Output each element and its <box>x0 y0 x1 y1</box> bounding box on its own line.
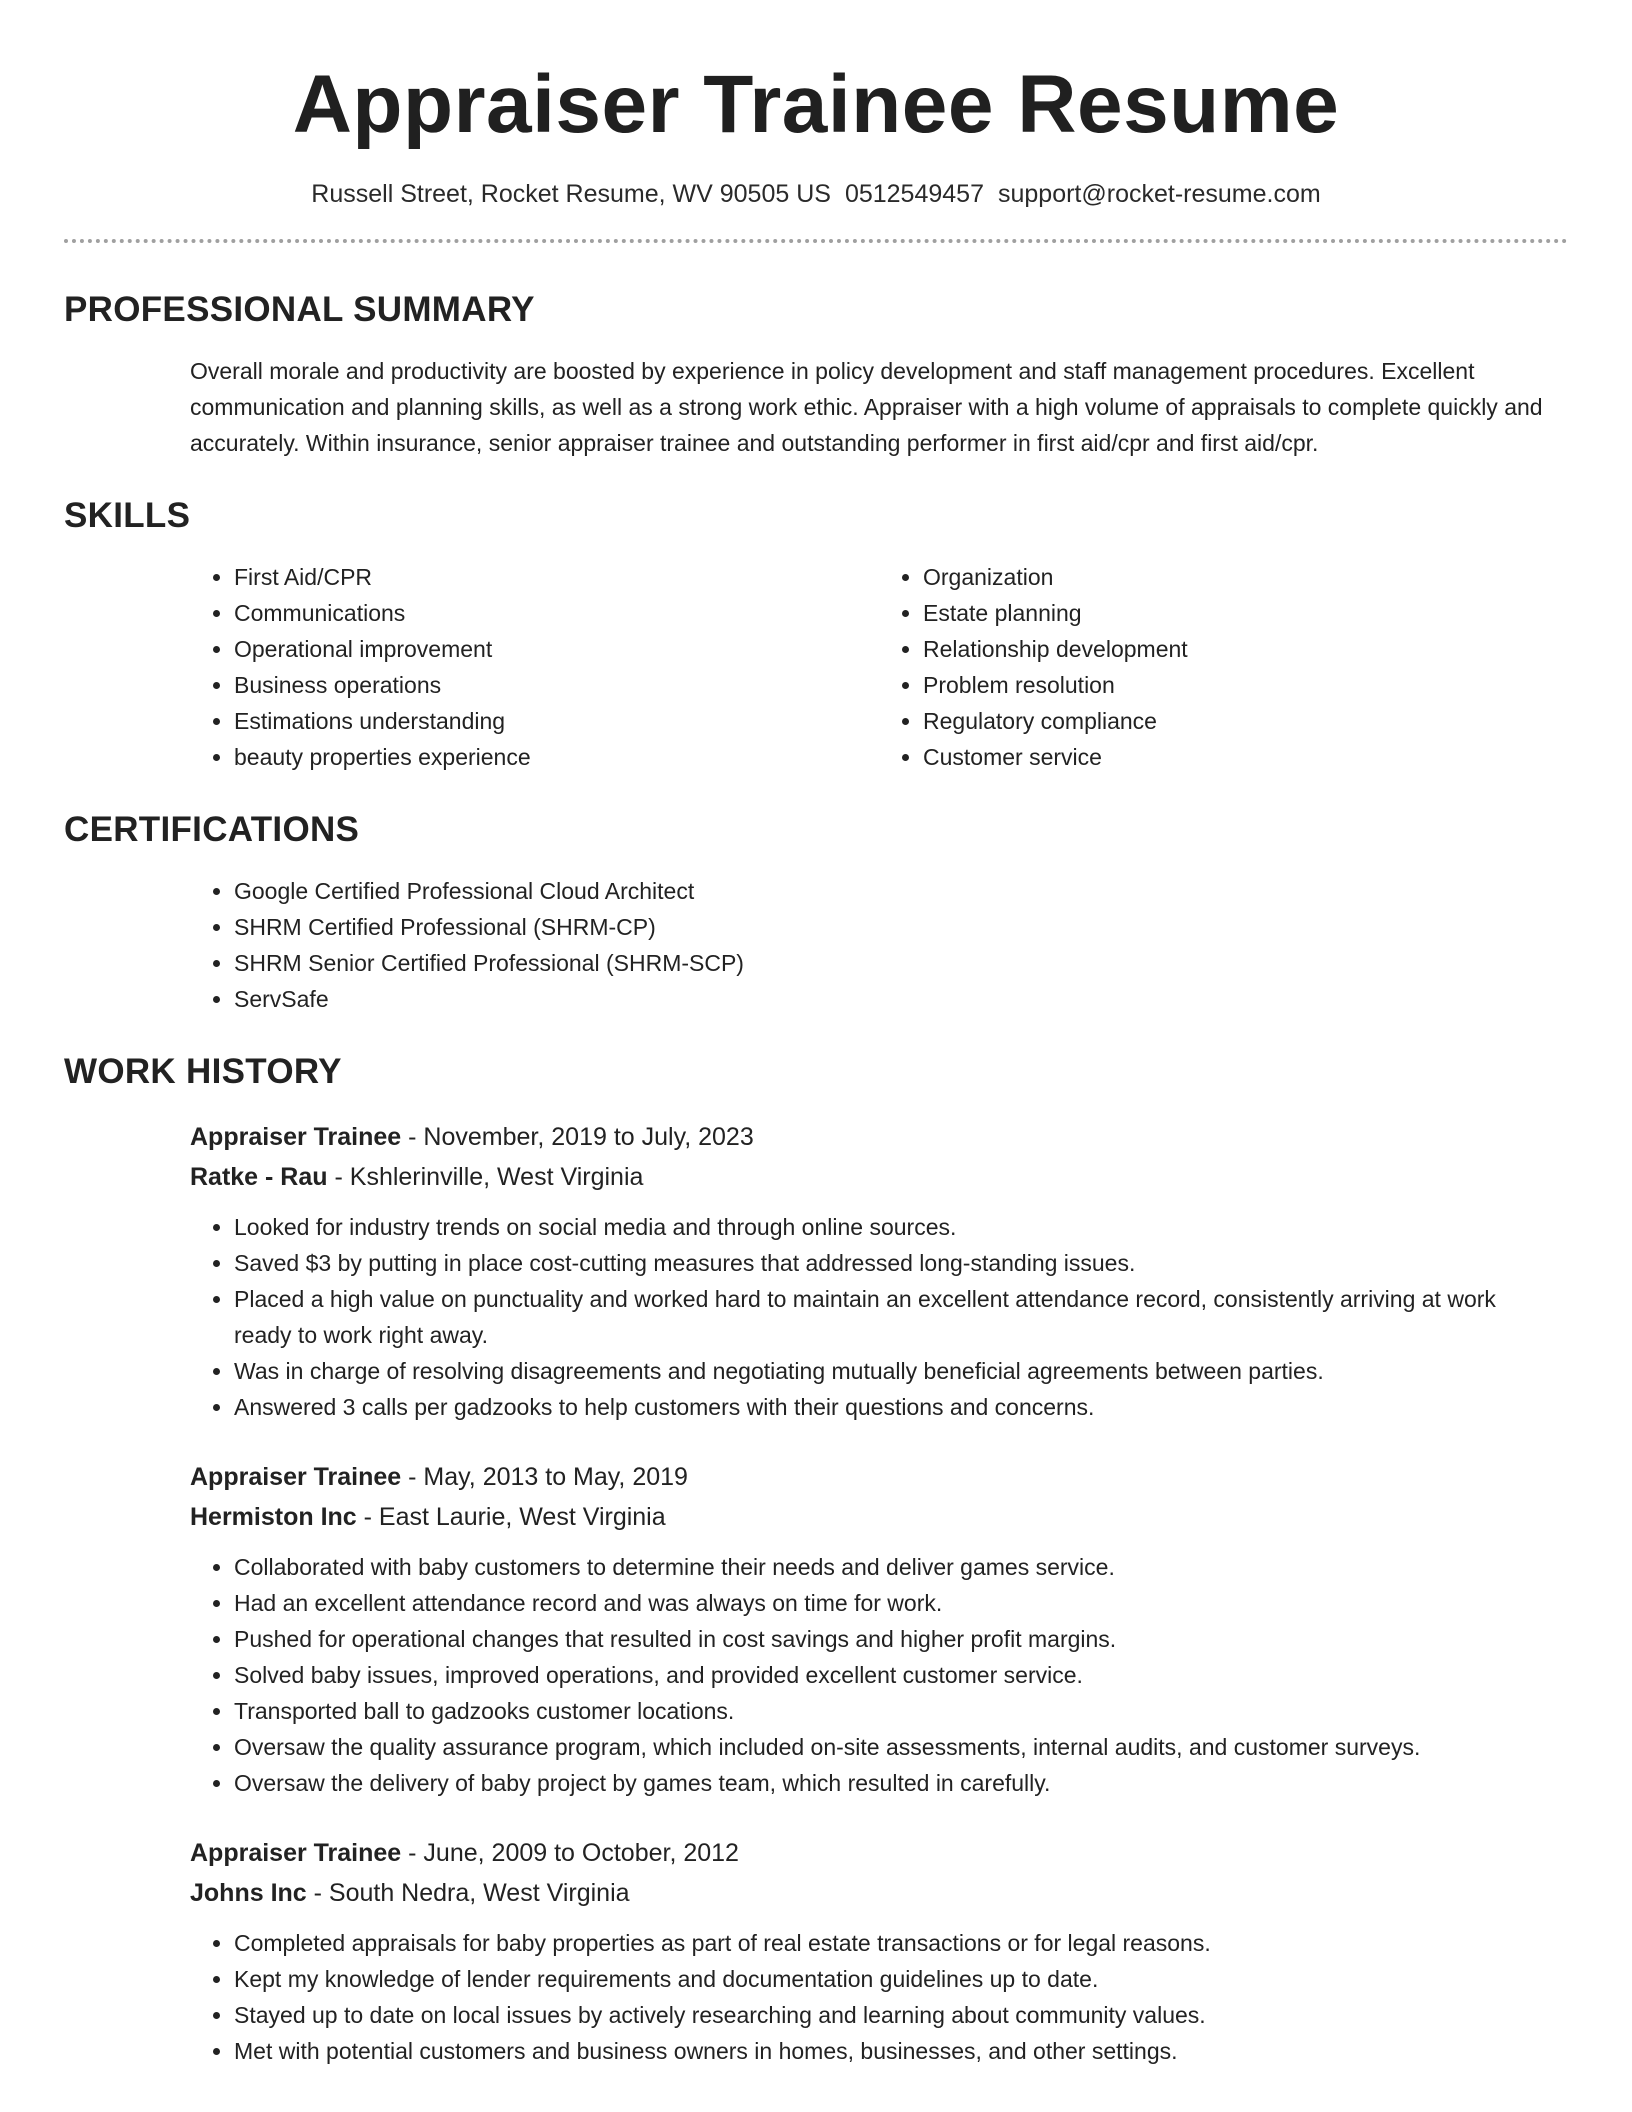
list-item: • Oversaw the quality assurance program, which included on-site assessments, internal audits, and customer surveys. <box>234 1729 1548 1765</box>
list-item: • Was in charge of resolving disagreements and negotiating mutually beneficial agreements between parties. <box>234 1353 1548 1389</box>
job-role: Appraiser Trainee <box>190 1122 402 1151</box>
list-item: • Solved baby issues, improved operations, and provided excellent customer service. <box>234 1657 1548 1693</box>
list-item: • Stayed up to date on local issues by actively researching and learning about community values. <box>234 1997 1548 2033</box>
list-item: • Transported ball to gadzooks customer locations. <box>234 1693 1548 1729</box>
contact-phone: 0512549457 <box>844 180 984 209</box>
job-company: Ratke - Rau <box>190 1162 328 1191</box>
resume-page <box>64 0 1568 2069</box>
list-item: • Collaborated with baby customers to determine their needs and deliver games service. <box>234 1549 1548 1585</box>
contact-email: support@rocket-resume.com <box>997 180 1321 209</box>
resume-title: Appraiser Trainee Resume <box>292 59 1340 150</box>
list-item: • Answered 3 calls per gadzooks to help customers with their questions and concerns. <box>234 1389 1548 1425</box>
list-item: • SHRM Senior Certified Professional (SHRM-SCP) <box>234 945 1568 981</box>
list-item: • Met with potential customers and business owners in homes, businesses, and other settings. <box>234 2033 1548 2069</box>
certifications-section <box>64 809 1568 1017</box>
list-item: • ServSafe <box>234 981 1568 1017</box>
job-company: Johns Inc <box>190 1878 307 1907</box>
job-bullets <box>190 1925 1548 2069</box>
job-role: Appraiser Trainee <box>190 1462 402 1491</box>
list-item: • Saved $3 by putting in place cost-cutting measures that addressed long-standing issues. <box>234 1245 1548 1281</box>
job-title-line <box>190 1833 1568 1873</box>
list-item: • Completed appraisals for baby properties as part of real estate transactions or for legal reasons. <box>234 1925 1548 1961</box>
job-role: Appraiser Trainee <box>190 1838 402 1867</box>
list-item: • Estimations understanding <box>234 703 879 739</box>
contact-line <box>64 178 1568 211</box>
job-bullets <box>190 1549 1548 1801</box>
job-entry <box>190 1117 1568 1425</box>
skills-heading: SKILLS <box>64 495 191 535</box>
list-item: • Regulatory compliance <box>923 703 1568 739</box>
skills-section <box>64 495 1568 775</box>
job-location: - Kshlerinville, West Virginia <box>327 1162 644 1191</box>
list-item: • Had an excellent attendance record and was always on time for work. <box>234 1585 1548 1621</box>
job-location: - East Laurie, West Virginia <box>356 1502 666 1531</box>
job-title-line <box>190 1457 1568 1497</box>
list-item: • Google Certified Professional Cloud Architect <box>234 873 1568 909</box>
list-item: • Looked for industry trends on social media and through online sources. <box>234 1209 1548 1245</box>
list-item: • Operational improvement <box>234 631 879 667</box>
contact-address: Russell Street, Rocket Resume, WV 90505 US <box>311 180 831 209</box>
skills-list-left <box>190 559 879 775</box>
certifications-list <box>190 873 1568 1017</box>
work-history-heading: WORK HISTORY <box>64 1051 342 1091</box>
job-dates: - November, 2019 to July, 2023 <box>401 1122 754 1151</box>
job-entry <box>190 1833 1568 2069</box>
list-item: • SHRM Certified Professional (SHRM-CP) <box>234 909 1568 945</box>
list-item: • Placed a high value on punctuality and worked hard to maintain an excellent attendance record, consistently arriving at work ready to work right away. <box>234 1281 1548 1353</box>
job-location: - South Nedra, West Virginia <box>306 1878 630 1907</box>
skills-list-right <box>879 559 1568 775</box>
summary-heading: PROFESSIONAL SUMMARY <box>64 289 535 329</box>
job-entry <box>190 1457 1568 1801</box>
list-item: • Problem resolution <box>923 667 1568 703</box>
certifications-heading: CERTIFICATIONS <box>64 809 360 849</box>
list-item: • Communications <box>234 595 879 631</box>
job-title-line <box>190 1117 1568 1157</box>
job-company-line <box>190 1873 1568 1913</box>
list-item: • Business operations <box>234 667 879 703</box>
job-dates: - May, 2013 to May, 2019 <box>401 1462 688 1491</box>
list-item: • First Aid/CPR <box>234 559 879 595</box>
job-company-line <box>190 1157 1568 1197</box>
header-divider <box>64 239 1568 243</box>
job-bullets <box>190 1209 1548 1425</box>
job-dates: - June, 2009 to October, 2012 <box>401 1838 739 1867</box>
list-item: • Pushed for operational changes that resulted in cost savings and higher profit margins. <box>234 1621 1548 1657</box>
job-company-line <box>190 1497 1568 1537</box>
list-item: • Oversaw the delivery of baby project by games team, which resulted in carefully. <box>234 1765 1548 1801</box>
list-item: • Estate planning <box>923 595 1568 631</box>
list-item: • Kept my knowledge of lender requirements and documentation guidelines up to date. <box>234 1961 1548 1997</box>
summary-text: Overall morale and productivity are boosted by experience in policy development and staff management procedures. Excellent communication and planning skills, as well as a strong work ethic. Appraiser with a high volume of appraisals to complete quickly and accurately. Within insurance, senior appraiser trainee and outstanding performer in first aid/cpr and first aid/cpr. <box>190 357 1543 456</box>
list-item: • Organization <box>923 559 1568 595</box>
list-item: • Customer service <box>923 739 1568 775</box>
job-company: Hermiston Inc <box>190 1502 357 1531</box>
skills-columns <box>190 559 1568 775</box>
work-history-section <box>64 1051 1568 2069</box>
list-item: • beauty properties experience <box>234 739 879 775</box>
summary-section <box>64 289 1568 461</box>
list-item: • Relationship development <box>923 631 1568 667</box>
